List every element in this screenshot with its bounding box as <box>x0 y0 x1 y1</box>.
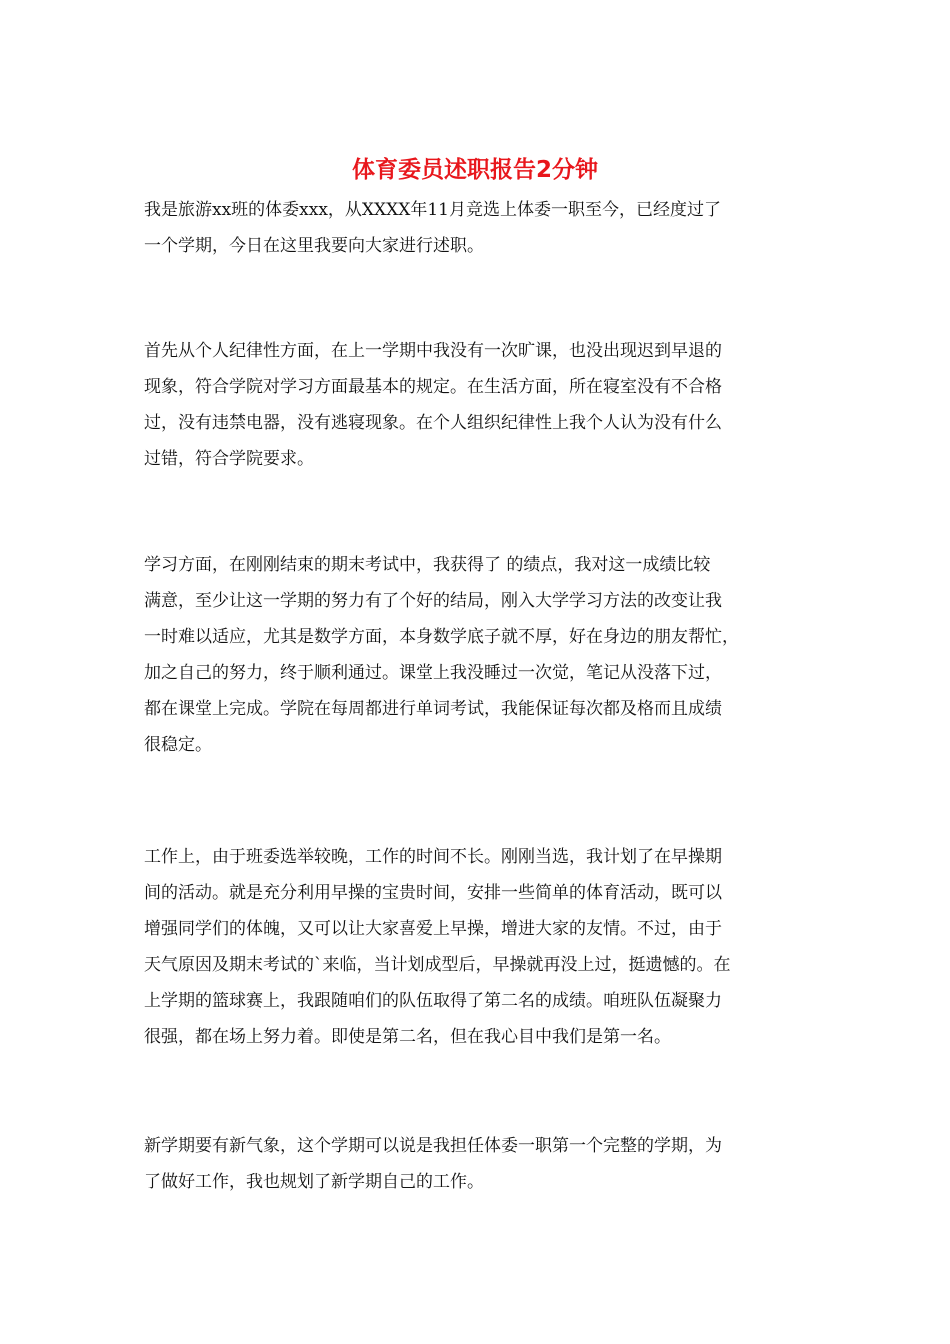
paragraph-line: 很稳定。 <box>144 735 212 755</box>
paragraph-intro <box>144 192 812 264</box>
paragraph-line: 加之自己的努力，终于顺利通过。课堂上我没睡过一次觉，笔记从没落下过， <box>144 663 722 683</box>
paragraph-line: 天气原因及期末考试的`来临，当计划成型后，早操就再没上过，挺遗憾的。在 <box>144 955 731 975</box>
paragraph-line: 一时难以适应，尤其是数学方面，本身数学底子就不厚，好在身边的朋友帮忙， <box>144 627 739 647</box>
paragraph-line: 上学期的篮球赛上，我跟随咱们的队伍取得了第二名的成绩。咱班队伍凝聚力 <box>144 991 722 1011</box>
paragraph-line: 了做好工作，我也规划了新学期自己的工作。 <box>144 1172 484 1192</box>
paragraph-line: 学习方面，在刚刚结束的期末考试中，我获得了 的绩点，我对这一成绩比较 <box>144 555 711 575</box>
document-title: 体育委员述职报告2分钟 <box>351 157 598 183</box>
paragraph-new-term <box>144 1128 812 1200</box>
paragraph-line: 现象，符合学院对学习方面最基本的规定。在生活方面，所在寝室没有不合格 <box>144 377 722 397</box>
paragraph-line: 新学期要有新气象，这个学期可以说是我担任体委一职第一个完整的学期，为 <box>144 1136 722 1156</box>
paragraph-line: 工作上，由于班委选举较晚，工作的时间不长。刚刚当选，我计划了在早操期 <box>144 847 722 867</box>
paragraph-line: 间的活动。就是充分利用早操的宝贵时间，安排一些简单的体育活动，既可以 <box>144 883 722 903</box>
paragraph-line: 过错，符合学院要求。 <box>144 449 314 469</box>
paragraph-line: 增强同学们的体魄，又可以让大家喜爱上早操，增进大家的友情。不过，由于 <box>144 919 722 939</box>
paragraph-study <box>144 547 812 763</box>
paragraph-line: 很强，都在场上努力着。即使是第二名，但在我心目中我们是第一名。 <box>144 1027 671 1047</box>
paragraph-line: 我是旅游xx班的体委xxx，从XXXX年11月竞选上体委一职至今，已经度过了 <box>144 200 721 220</box>
paragraph-line: 一个学期，今日在这里我要向大家进行述职。 <box>144 236 484 256</box>
paragraph-line: 首先从个人纪律性方面，在上一学期中我没有一次旷课，也没出现迟到早退的 <box>144 341 722 361</box>
paragraph-discipline <box>144 333 812 477</box>
paragraph-work <box>144 839 812 1055</box>
paragraph-line: 过，没有违禁电器，没有逃寝现象。在个人组织纪律性上我个人认为没有什么 <box>144 413 722 433</box>
paragraph-line: 都在课堂上完成。学院在每周都进行单词考试，我能保证每次都及格而且成绩 <box>144 699 722 719</box>
paragraph-line: 满意，至少让这一学期的努力有了个好的结局，刚入大学学习方法的改变让我 <box>144 591 722 611</box>
